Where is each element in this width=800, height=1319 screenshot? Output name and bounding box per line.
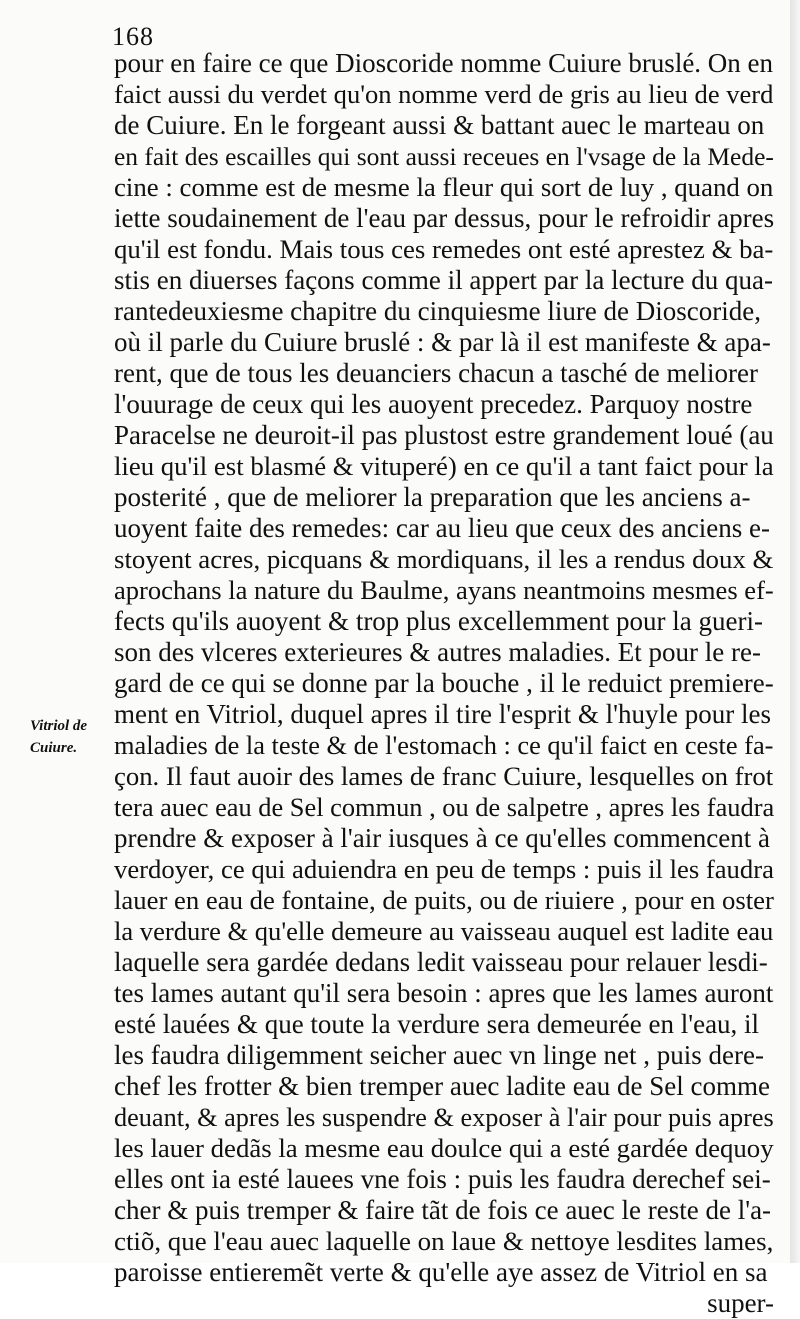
text-line: où il parle du Cuiure bruslé : & par là il est manifeste & apa- — [114, 327, 771, 357]
text-line: lauer en eau de fontaine, de puits, ou de riuiere , pour en oster — [114, 885, 774, 915]
text-line: de Cuiure. En le forgeant aussi & battant auec le marteau on — [114, 110, 765, 140]
text-line: stis en diuerses façons comme il appert par la lecture du qua- — [114, 265, 774, 295]
text-line: l'ouurage de ceux qui les auoyent precedez. Parquoy nostre — [114, 389, 753, 419]
text-line: maladies de la teste & de l'estomach : ce qu'il faict en ceste fa- — [114, 730, 774, 760]
text-line: posterité , que de meliorer la preparation que les anciens a- — [114, 482, 751, 512]
text-line: esté lauées & que toute la verdure sera demeurée en l'eau, il — [114, 1009, 760, 1039]
text-line: aprochans la nature du Baulme, ayans neantmoins mesmes ef- — [114, 575, 774, 605]
text-line: laquelle sera gardée dedans ledit vaisseau pour relauer lesdi- — [114, 947, 768, 977]
text-line: qu'il est fondu. Mais tous ces remedes ont esté aprestez & ba- — [114, 234, 774, 264]
text-line: çon. Il faut auoir des lames de franc Cuiure, lesquelles on frot — [114, 761, 774, 791]
margin-note-line: Cuiure. — [30, 740, 78, 756]
text-line: rantedeuxiesme chapitre du cinquiesme liure de Dioscoride, — [114, 296, 762, 326]
text-line: rent, que de tous les deuanciers chacun a tasché de meliorer — [114, 358, 758, 388]
text-line: la verdure & qu'elle demeure au vaisseau auquel est ladite eau — [114, 916, 774, 946]
text-line: iette soudainement de l'eau par dessus, pour le refroidir apres — [114, 203, 775, 233]
text-line: super- — [707, 1288, 774, 1318]
text-line: lieu qu'il est blasmé & vituperé) en ce qu'il a tant faict pour la — [114, 451, 774, 481]
text-line: les faudra diligemment seicher auec vn linge net , puis dere- — [114, 1040, 765, 1070]
text-line: ctiõ, que l'eau auec laquelle on laue & nettoye lesdites lames, — [114, 1226, 774, 1256]
text-line: ment en Vitriol, duquel apres il tire l'esprit & l'huyle pour les — [114, 699, 771, 729]
text-line: prendre & exposer à l'air iusques à ce qu'elles commencent à — [114, 823, 770, 853]
text-line: verdoyer, ce qui aduiendra en peu de temps : puis il les faudra — [114, 854, 774, 884]
page-number: 168 — [112, 22, 154, 51]
text-line: en fait des escailles qui sont aussi receues en l'vsage de la Mede- — [114, 142, 774, 171]
text-line: Paracelse ne deuroit-il pas plustost estre grandement loué (au — [114, 420, 774, 450]
text-line: son des vlceres exterieures & autres maladies. Et pour le re- — [114, 637, 761, 667]
text-line: cher & puis tremper & faire tãt de fois ce auec le reste de l'a- — [114, 1195, 772, 1225]
page-edge — [790, 0, 800, 1263]
text-line: faict aussi du verdet qu'on nomme verd de gris au lieu de verd — [114, 79, 774, 109]
text-line: les lauer dedãs la mesme eau doulce qui a esté gardée dequoy — [114, 1133, 774, 1163]
text-line: stoyent acres, picquans & mordiquans, il les a rendus doux & — [114, 544, 774, 574]
text-line: cine : comme est de mesme la fleur qui sort de luy , quand on — [114, 172, 774, 202]
text-line: deuant, & apres les suspendre & exposer à l'air pour puis apres — [114, 1103, 774, 1132]
text-line: gard de ce qui se donne par la bouche , il le reduict premiere- — [114, 668, 774, 698]
text-line: chef les frotter & bien tremper auec ladite eau de Sel comme — [114, 1071, 770, 1101]
text-line: paroisse entieremẽt verte & qu'elle aye assez de Vitriol en sa — [114, 1257, 768, 1287]
text-line: uoyent faite des remedes: car au lieu que ceux des anciens e- — [114, 513, 770, 543]
margin-note-line: Vitriol de — [30, 718, 88, 734]
text-line: elles ont ia esté lauees vne fois : puis les faudra derechef sei- — [114, 1164, 771, 1194]
text-line: tes lames autant qu'il sera besoin : apres que les lames auront — [114, 978, 774, 1008]
text-line: fects qu'ils auoyent & trop plus excellemment pour la gueri- — [114, 606, 763, 636]
body-text — [114, 48, 774, 1319]
margin-note — [30, 715, 110, 759]
text-line: pour en faire ce que Dioscoride nomme Cuiure bruslé. On en — [114, 48, 774, 78]
text-line: tera auec eau de Sel commun , ou de salpetre , apres les faudra — [114, 792, 775, 822]
